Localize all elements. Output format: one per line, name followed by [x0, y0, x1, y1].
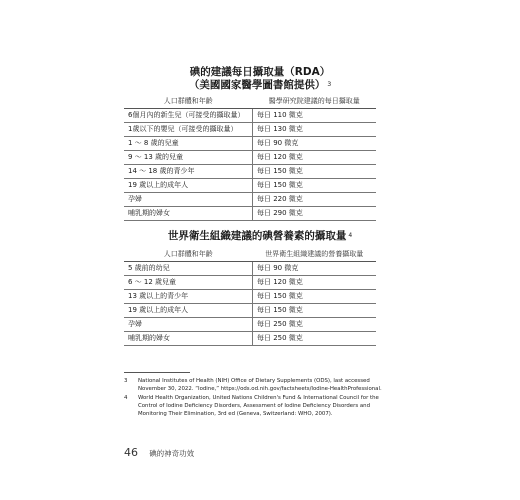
table-cell: 6 ～ 12 歲兒童 [124, 276, 253, 290]
footnote-number: 4 [124, 395, 128, 401]
table-cell: 每日 150 微克 [253, 165, 377, 179]
page-number: 46 [124, 446, 138, 459]
table-row [124, 151, 376, 165]
page-footer [124, 446, 194, 459]
footnote-ref-3: 3 [327, 81, 332, 88]
table1-title-line1: 碘的建議每日攝取量（RDA） [189, 66, 331, 78]
footnote-text: National Institutes of Health (NIH) Office of Dietary Supplements (ODS), last accessed November 30, 2022. “Iodine,” https://ods.od.nih.gov/factsheets/Iodine-HealthProfessional. [138, 378, 382, 393]
table2-title: 世界衛生組織建議的碘營養素的攝取量 $^4$ [167, 230, 353, 242]
table-cell: 19 歲以上的成年人 [124, 179, 253, 193]
table-cell: 哺乳期的婦女 [124, 332, 253, 346]
column-header-intake: 世界衛生組織建議的營養攝取量 [253, 246, 377, 262]
running-title: 碘的神奇功效 [149, 449, 195, 458]
table-cell: 1 ～ 8 歲的兒童 [124, 137, 253, 151]
table-cell: 14 ～ 18 歲的青少年 [124, 165, 253, 179]
table-row [124, 137, 376, 151]
table1-title-line2: （美國國家醫學圖書館提供） $^3$ [188, 79, 332, 91]
table-row [124, 290, 376, 304]
footnote-ref-4: 4 [348, 232, 353, 239]
table-cell: 每日 130 微克 [253, 123, 377, 137]
footnote-number: 3 [124, 378, 128, 384]
table-row [124, 109, 376, 123]
footnote-divider [124, 372, 190, 373]
footnote-text: World Health Organization, United Nations Children's Fund & International Council for the Control of Iodine Deficiency Disorders, Assessment of Iodine Deficiency Disorders and Monitoring Their Elimination, 3rd ed (Geneva, Switzerland: WHO, 2007). [138, 395, 379, 418]
table-row [124, 207, 376, 221]
table-cell: 1歲以下的嬰兒（可接受的攝取量） [124, 123, 253, 137]
table-cell: 孕婦 [124, 318, 253, 332]
footnote-4 [124, 394, 394, 419]
table-cell: 9 ～ 13 歲的兒童 [124, 151, 253, 165]
table-cell: 每日 290 微克 [253, 207, 377, 221]
table-row [124, 318, 376, 332]
table-cell: 哺乳期的婦女 [124, 207, 253, 221]
table-cell: 每日 90 微克 [253, 137, 377, 151]
table-header-row [124, 93, 376, 109]
table-row [124, 276, 376, 290]
table-cell: 每日 120 微克 [253, 151, 377, 165]
table-row [124, 193, 376, 207]
table-row [124, 165, 376, 179]
column-header-population: 人口群體和年齡 [124, 93, 253, 109]
column-header-population: 人口群體和年齡 [124, 246, 253, 262]
table-cell: 13 歲以上的青少年 [124, 290, 253, 304]
table-row [124, 304, 376, 318]
column-header-intake: 醫學研究院建議的每日攝取量 [253, 93, 377, 109]
footnote-3 [124, 377, 394, 393]
table-cell: 每日 150 微克 [253, 179, 377, 193]
table-cell: 每日 120 微克 [253, 276, 377, 290]
table-cell: 6個月內的新生兒（可接受的攝取量） [124, 109, 253, 123]
table-cell: 每日 110 微克 [253, 109, 377, 123]
table-header-row [124, 246, 376, 262]
table-row [124, 262, 376, 276]
who-table [124, 246, 376, 346]
table-cell: 每日 250 微克 [253, 332, 377, 346]
table-cell: 每日 150 微克 [253, 304, 377, 318]
table-cell: 5 歲前的幼兒 [124, 262, 253, 276]
table-cell: 19 歲以上的成年人 [124, 304, 253, 318]
table-cell: 每日 220 微克 [253, 193, 377, 207]
table-cell: 每日 250 微克 [253, 318, 377, 332]
table-row [124, 123, 376, 137]
table-row [124, 332, 376, 346]
table-cell: 每日 150 微克 [253, 290, 377, 304]
table-cell: 孕婦 [124, 193, 253, 207]
rda-table [124, 93, 376, 221]
table-row [124, 179, 376, 193]
table-cell: 每日 90 微克 [253, 262, 377, 276]
